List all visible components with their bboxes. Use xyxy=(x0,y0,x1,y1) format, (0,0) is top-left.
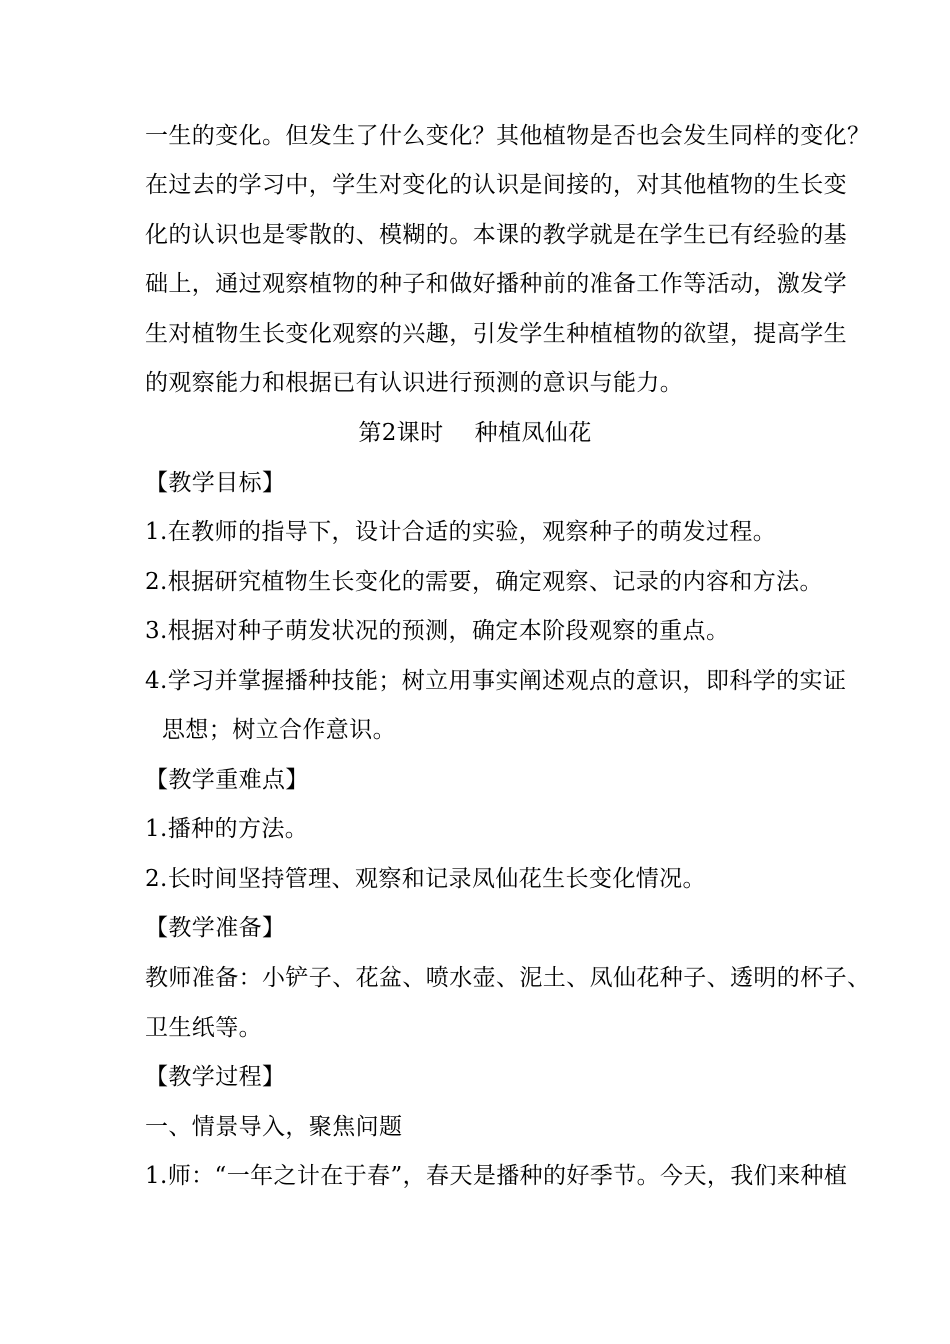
goals-heading: 【教学目标】 xyxy=(145,470,286,496)
intro-line-6: 的观察能力和根据已有认识进行预测的意识与能力。 xyxy=(145,370,684,396)
preparation-line-1: 教师准备：小铲子、花盆、喷水壶、泥土、凤仙花种子、透明的杯子、 xyxy=(145,965,871,991)
preparation-line-2: 卫生纸等。 xyxy=(145,1015,262,1041)
lesson-title: 第2课时 种植凤仙花 xyxy=(358,420,592,446)
goal-item-4-continued: 思想；树立合作意识。 xyxy=(162,717,396,743)
goal-item-4: 4.学习并掌握播种技能；树立用事实阐述观点的意识，即科学的实证 xyxy=(145,668,847,694)
intro-line-2: 在过去的学习中，学生对变化的认识是间接的，对其他植物的生长变 xyxy=(145,172,847,198)
key-points-heading: 【教学重难点】 xyxy=(145,767,309,793)
key-point-2: 2.长时间坚持管理、观察和记录凤仙花生长变化情况。 xyxy=(145,866,706,892)
preparation-heading: 【教学准备】 xyxy=(145,915,286,941)
key-point-1: 1.播种的方法。 xyxy=(145,816,309,842)
process-section-1-title: 一、情景导入，聚焦问题 xyxy=(145,1114,403,1140)
intro-line-3: 化的认识也是零散的、模糊的。本课的教学就是在学生已有经验的基 xyxy=(145,222,847,248)
process-heading: 【教学过程】 xyxy=(145,1064,286,1090)
goal-item-2: 2.根据研究植物生长变化的需要，确定观察、记录的内容和方法。 xyxy=(145,569,823,595)
intro-line-5: 生对植物生长变化观察的兴趣，引发学生种植植物的欲望，提高学生 xyxy=(145,321,847,347)
intro-line-4: 础上，通过观察植物的种子和做好播种前的准备工作等活动，激发学 xyxy=(145,271,847,297)
goal-item-1: 1.在教师的指导下，设计合适的实验，观察种子的萌发过程。 xyxy=(145,519,777,545)
process-step-1: 1.师：“一年之计在于春”，春天是播种的好季节。今天，我们来种植 xyxy=(145,1163,848,1189)
goal-item-3: 3.根据对种子萌发状况的预测，确定本阶段观察的重点。 xyxy=(145,618,730,644)
intro-line-1: 一生的变化。但发生了什么变化？其他植物是否也会发生同样的变化？ xyxy=(145,123,871,149)
